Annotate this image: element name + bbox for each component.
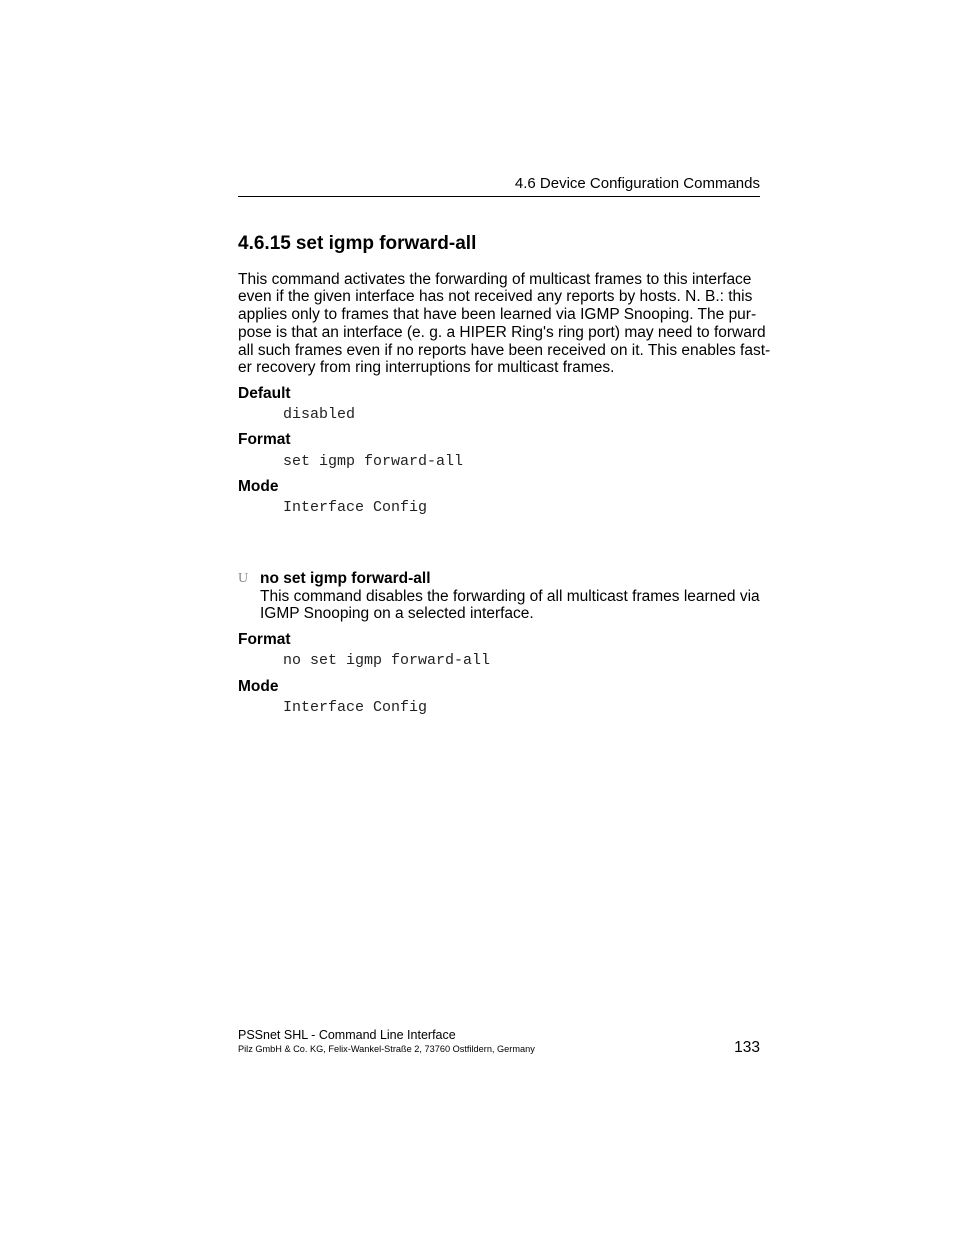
description-line-3: applies only to frames that have been learned via IGMP Snooping. The pur- bbox=[238, 306, 757, 323]
description-line-6: er recovery from ring interruptions for multicast frames. bbox=[238, 359, 615, 376]
section-number: 4.6.15 bbox=[238, 233, 291, 254]
description-line-2: even if the given interface has not received any reports by hosts. N. B.: this bbox=[238, 288, 753, 305]
subcommand-description-line-2: IGMP Snooping on a selected interface. bbox=[260, 605, 534, 622]
mode-value: Interface Config bbox=[283, 499, 428, 516]
subcommand-title: no set igmp forward-all bbox=[260, 570, 431, 587]
bullet-marker: U bbox=[238, 571, 249, 586]
subcommand-mode-value: Interface Config bbox=[283, 699, 428, 716]
page-number: 133 bbox=[734, 1039, 760, 1056]
subcommand-format-label: Format bbox=[238, 631, 291, 648]
mode-label: Mode bbox=[238, 478, 279, 495]
header-rule bbox=[238, 196, 760, 197]
default-value: disabled bbox=[283, 406, 356, 423]
description-line-1: This command activates the forwarding of multicast frames to this interface bbox=[238, 271, 752, 288]
format-label: Format bbox=[238, 431, 291, 448]
running-header: 4.6 Device Configuration Commands bbox=[514, 175, 760, 192]
subcommand-format-value: no set igmp forward-all bbox=[283, 652, 491, 669]
subcommand-description-line-1: This command disables the forwarding of all multicast frames learned via bbox=[260, 588, 760, 605]
description-line-4: pose is that an interface (e. g. a HIPER Ring's ring port) may need to forward bbox=[238, 324, 766, 341]
default-label: Default bbox=[238, 385, 291, 402]
format-value: set igmp forward-all bbox=[283, 453, 464, 470]
subcommand-mode-label: Mode bbox=[238, 678, 279, 695]
footer-doc-title: PSSnet SHL - Command Line Interface bbox=[238, 1028, 456, 1042]
section-title: set igmp forward-all bbox=[295, 233, 477, 254]
section-heading bbox=[238, 233, 476, 255]
description-line-5: all such frames even if no reports have been received on it. This enables fast- bbox=[238, 342, 771, 359]
footer-address: Pilz GmbH & Co. KG, Felix-Wankel-Straße 2, 73760 Ostfildern, Germany bbox=[238, 1044, 535, 1054]
